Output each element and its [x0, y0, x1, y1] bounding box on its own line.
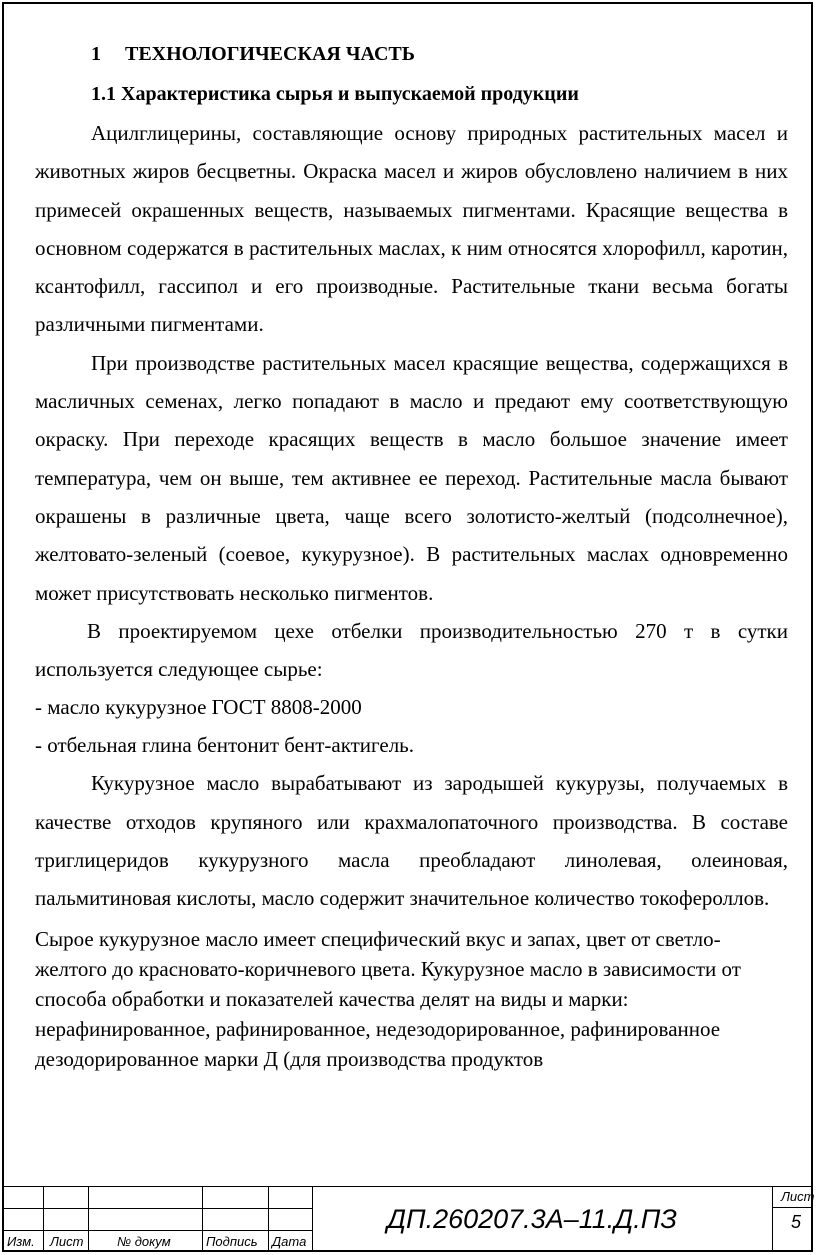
paragraph-pigments: Ацилглицерины, составляющие основу природных растительных масел и животных жиров бесцветны. Окраска масел и жиров обусловлено наличием в них примесей окрашенных веществ, называемых пигментами. Красящие вещества в основном содержатся в растительных маслах, к ним относятся хлорофилл, каротин, ксантофилл, гассипол и его производные. Растительные ткани весьма богаты различными пигментами.	[35, 121, 788, 337]
text-line: способа обработки и показателей качества делят на виды и марки:	[35, 986, 629, 1011]
stamp-col-line	[43, 1186, 44, 1252]
subsection-heading: 1.1 Характеристика сырья и выпускаемой продукции	[91, 83, 579, 105]
stamp-col-line	[312, 1186, 313, 1252]
stamp-sheet-line	[772, 1207, 813, 1208]
stamp-caption-date: Дата	[272, 1234, 307, 1249]
paragraph-raw-corn-oil	[35, 924, 788, 1074]
section-number: 1	[91, 43, 101, 65]
stamp-row-line	[2, 1208, 313, 1209]
list-item: - отбельная глина бентонит бент-актигель.	[35, 733, 415, 758]
sheet-number: 5	[791, 1212, 802, 1232]
text-line: дезодорированное марки Д (для производства продуктов	[35, 1046, 544, 1071]
stamp-col-line	[268, 1186, 269, 1252]
sheet-label: Лист	[781, 1189, 815, 1204]
section-heading	[91, 40, 788, 78]
paragraph-production: При производстве растительных масел красящие вещества, содержащихся в масличных семенах, легко попадают в масло и предают ему соответствующую окраску. При переходе красящих веществ в масло большое значение имеет температура, чем он выше, тем активнее ее переход. Растительные масла бывают окрашены в различные цвета, чаще всего золотисто-желтый (подсолнечное), желтовато-зеленый (соевое, кукурузное). В растительных маслах одновременно может присутствовать несколько пигментов.	[35, 350, 788, 605]
document-code: ДП.260207.3А–11.Д.ПЗ	[387, 1204, 677, 1234]
paragraph-corn-oil: Кукурузное масло вырабатывают из зародышей кукурузы, получаемых в качестве отходов крупяного или крахмалопаточного производства. В составе триглицеридов кукурузного масла преобладают линолевая, олеиновая, пальмитиновая кислоты, масло содержит значительное количество токофероллов.	[35, 771, 788, 911]
paragraph-raw-materials: В проектируемом цехе отбелки производительностью 270 т в сутки используется следующее сырье:	[35, 618, 788, 682]
stamp-caption-doc: № докум	[117, 1234, 171, 1249]
stamp-caption-signature: Подпись	[206, 1234, 258, 1249]
stamp-caption-change: Изм.	[7, 1234, 35, 1249]
stamp-top-line	[2, 1186, 813, 1187]
document-body	[35, 40, 788, 1074]
text-line: нерафинированное, рафинированное, недезодорированное, рафинированное	[35, 1016, 721, 1041]
stamp-col-line	[88, 1186, 89, 1252]
stamp-row-line	[2, 1230, 313, 1231]
stamp-col-line	[202, 1186, 203, 1252]
section-title: ТЕХНОЛОГИЧЕСКАЯ ЧАСТЬ	[125, 43, 415, 65]
text-line: Сырое кукурузное масло имеет специфический вкус и запах, цвет от светло-	[35, 926, 721, 951]
stamp-caption-sheet: Лист	[50, 1234, 84, 1249]
text-line: желтого до красновато-коричневого цвета. Кукурузное масло в зависимости от	[35, 956, 741, 981]
list-item: - масло кукурузное ГОСТ 8808-2000	[35, 695, 362, 720]
title-block	[2, 1186, 813, 1252]
stamp-col-line	[772, 1186, 773, 1252]
